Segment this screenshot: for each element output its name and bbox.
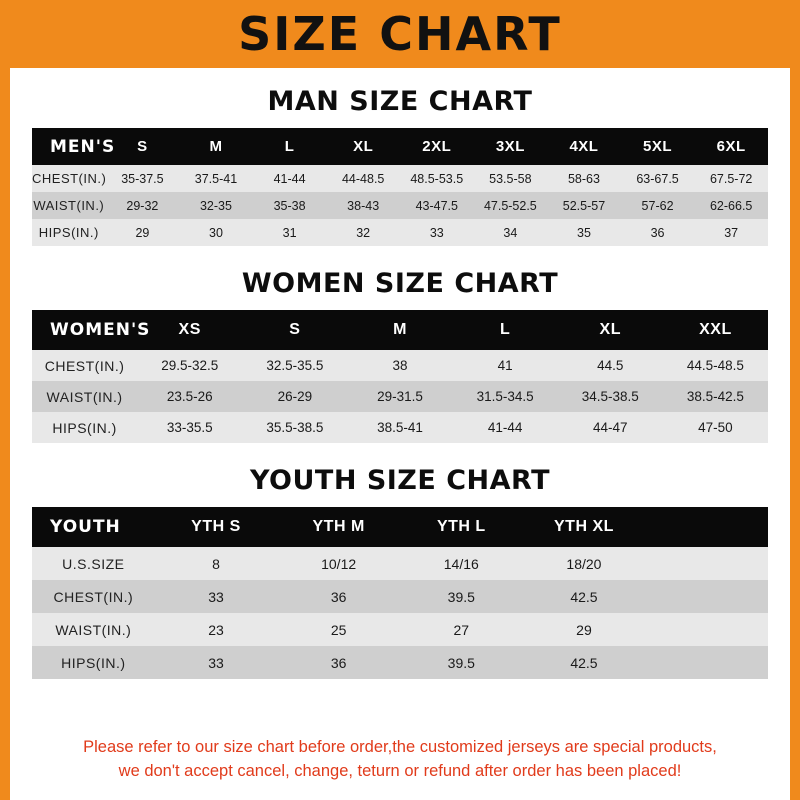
women-section-title: WOMEN SIZE CHART xyxy=(241,268,559,299)
column-header: XS xyxy=(137,310,242,350)
cell: 34 xyxy=(474,219,548,246)
men-section-title: MAN SIZE CHART xyxy=(267,86,533,117)
cell: 33 xyxy=(155,580,278,613)
cell: 37.5-41 xyxy=(179,165,253,192)
cell: 44.5 xyxy=(558,350,663,381)
cell: 33-35.5 xyxy=(137,412,242,443)
cell: 8 xyxy=(155,547,278,580)
cell: 41 xyxy=(453,350,558,381)
cell: 31 xyxy=(253,219,327,246)
column-header: YTH S xyxy=(155,507,278,547)
cell: 37 xyxy=(694,219,768,246)
column-header: YTH XL xyxy=(523,507,646,547)
row-label: CHEST(IN.) xyxy=(32,580,155,613)
cell: 47-50 xyxy=(663,412,768,443)
cell: 30 xyxy=(179,219,253,246)
column-header: 2XL xyxy=(400,128,474,165)
cell: 63-67.5 xyxy=(621,165,695,192)
cell: 67.5-72 xyxy=(694,165,768,192)
column-header: YTH L xyxy=(400,507,523,547)
cell: 48.5-53.5 xyxy=(400,165,474,192)
cell: 39.5 xyxy=(400,580,523,613)
women-size-table xyxy=(32,310,768,443)
cell: 47.5-52.5 xyxy=(474,192,548,219)
youth-size-table xyxy=(32,507,768,679)
cell: 44-48.5 xyxy=(326,165,400,192)
cell: 62-66.5 xyxy=(694,192,768,219)
men-size-table xyxy=(32,128,768,246)
cell-empty xyxy=(645,613,768,646)
cell: 33 xyxy=(400,219,474,246)
cell-empty xyxy=(645,547,768,580)
youth-section-title: YOUTH SIZE CHART xyxy=(249,465,551,496)
chart-content xyxy=(10,68,790,800)
table-row xyxy=(32,580,768,613)
row-label: WAIST(IN.) xyxy=(32,381,137,412)
cell: 38.5-42.5 xyxy=(663,381,768,412)
cell: 29-32 xyxy=(106,192,180,219)
row-label: WAIST(IN.) xyxy=(32,613,155,646)
cell: 32-35 xyxy=(179,192,253,219)
table-row xyxy=(32,350,768,381)
cell: 33 xyxy=(155,646,278,679)
column-header: 4XL xyxy=(547,128,621,165)
column-header: YOUTH xyxy=(32,507,155,547)
cell: 31.5-34.5 xyxy=(453,381,558,412)
cell: 44.5-48.5 xyxy=(663,350,768,381)
cell: 35-37.5 xyxy=(106,165,180,192)
cell: 41-44 xyxy=(453,412,558,443)
table-header-row xyxy=(32,507,768,547)
column-header: WOMEN'S xyxy=(32,310,137,350)
cell: 23 xyxy=(155,613,278,646)
cell: 44-47 xyxy=(558,412,663,443)
column-header: YTH M xyxy=(277,507,400,547)
cell: 57-62 xyxy=(621,192,695,219)
page-banner xyxy=(0,0,800,68)
column-header: 5XL xyxy=(621,128,695,165)
table-header-row xyxy=(32,128,768,165)
table-row xyxy=(32,192,768,219)
cell: 29.5-32.5 xyxy=(137,350,242,381)
cell: 18/20 xyxy=(523,547,646,580)
cell: 42.5 xyxy=(523,646,646,679)
cell: 29 xyxy=(523,613,646,646)
cell: 36 xyxy=(277,646,400,679)
policy-line-1: Please refer to our size chart before order,the customized jerseys are special products, xyxy=(83,738,717,757)
cell: 36 xyxy=(277,580,400,613)
column-header: S xyxy=(106,128,180,165)
cell-empty xyxy=(645,646,768,679)
column-header: L xyxy=(253,128,327,165)
cell: 35 xyxy=(547,219,621,246)
table-row xyxy=(32,165,768,192)
cell: 26-29 xyxy=(242,381,347,412)
column-header: 3XL xyxy=(474,128,548,165)
cell: 52.5-57 xyxy=(547,192,621,219)
table-row xyxy=(32,646,768,679)
cell: 53.5-58 xyxy=(474,165,548,192)
cell: 38.5-41 xyxy=(347,412,452,443)
column-header-empty xyxy=(645,507,768,547)
cell: 29-31.5 xyxy=(347,381,452,412)
cell: 23.5-26 xyxy=(137,381,242,412)
row-label: CHEST(IN.) xyxy=(32,165,106,192)
cell: 29 xyxy=(106,219,180,246)
cell: 32.5-35.5 xyxy=(242,350,347,381)
row-label: HIPS(IN.) xyxy=(32,412,137,443)
table-header-row xyxy=(32,310,768,350)
table-row xyxy=(32,613,768,646)
cell: 38-43 xyxy=(326,192,400,219)
column-header: XL xyxy=(326,128,400,165)
order-policy-note xyxy=(32,724,768,800)
cell: 35.5-38.5 xyxy=(242,412,347,443)
row-label: U.S.SIZE xyxy=(32,547,155,580)
table-row xyxy=(32,381,768,412)
policy-line-2: we don't accept cancel, change, teturn or refund after order has been placed! xyxy=(118,762,682,781)
column-header: 6XL xyxy=(694,128,768,165)
cell: 10/12 xyxy=(277,547,400,580)
cell: 27 xyxy=(400,613,523,646)
row-label: CHEST(IN.) xyxy=(32,350,137,381)
column-header: MEN'S xyxy=(32,128,106,165)
cell: 42.5 xyxy=(523,580,646,613)
page-title: SIZE CHART xyxy=(238,7,562,61)
cell: 38 xyxy=(347,350,452,381)
column-header: M xyxy=(347,310,452,350)
column-header: L xyxy=(453,310,558,350)
column-header: M xyxy=(179,128,253,165)
cell: 35-38 xyxy=(253,192,327,219)
column-header: XXL xyxy=(663,310,768,350)
cell-empty xyxy=(645,580,768,613)
cell: 32 xyxy=(326,219,400,246)
column-header: S xyxy=(242,310,347,350)
row-label: HIPS(IN.) xyxy=(32,646,155,679)
table-row xyxy=(32,219,768,246)
cell: 39.5 xyxy=(400,646,523,679)
cell: 36 xyxy=(621,219,695,246)
cell: 14/16 xyxy=(400,547,523,580)
cell: 43-47.5 xyxy=(400,192,474,219)
cell: 58-63 xyxy=(547,165,621,192)
cell: 34.5-38.5 xyxy=(558,381,663,412)
table-row xyxy=(32,547,768,580)
row-label: WAIST(IN.) xyxy=(32,192,106,219)
column-header: XL xyxy=(558,310,663,350)
cell: 41-44 xyxy=(253,165,327,192)
table-row xyxy=(32,412,768,443)
row-label: HIPS(IN.) xyxy=(32,219,106,246)
cell: 25 xyxy=(277,613,400,646)
